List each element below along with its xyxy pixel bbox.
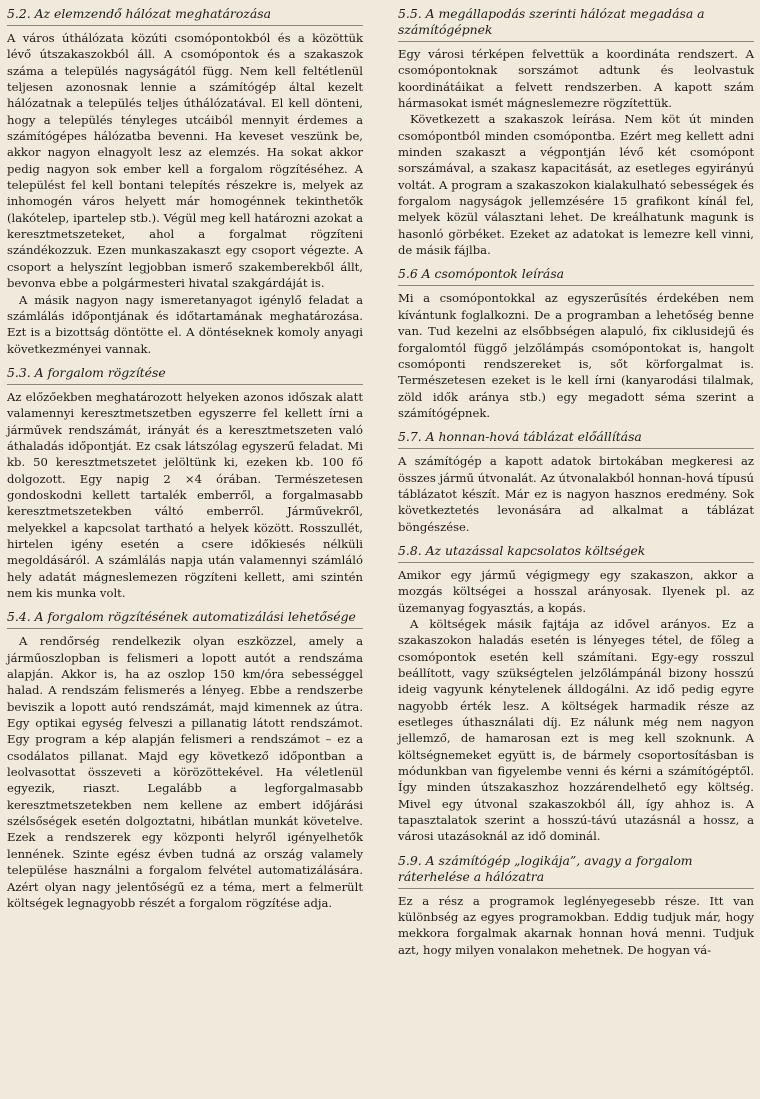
section-5-5 [398,6,754,258]
section-5-2 [7,6,363,357]
paragraph: Ez a rész a programok leglényegesebb része. Itt van különbség az egyes programokban. Eddig tudjuk már, hogy mekkora forgalmak akarnak honnan hová menni. Tudjuk azt, hogy milyen vonalakon mehetnek. De hogyan vá- [398,893,754,957]
paragraph: A költségek másik fajtája az idővel arányos. Ez a szakaszokon haladás esetén is lényeges tétel, de főleg a csomópontok esetén kell számítani. Egy-egy rosszul beállított, vagy szükségtelen jelzőlámpánál bizony hosszú ideig vagyunk kénytelenek álldogálni. Az idő pedig egyre nagyobb érték lesz. A költségek harmadik része az esetleges úthasználati díj. Ez nálunk még nem nagyon jellemző, de hamarosan ezt is meg kell szoknunk. A költségnemeket együtt is, de bármely csoportosításban is módunkban van figyelembe venni és kérni a számítógéptől. Így minden útszakaszhoz hozzárendelhető egy költség. Mivel egy útvonal szakaszokból áll, így ahhoz is. A tapasztalatok szerint a hosszú-távú utazásnál a hossz, a városi utazásoknál az idő dominál. [398,616,754,844]
section-heading: 5.7. A honnan-hová táblázat előállítása [398,429,754,449]
section-heading: 5.2. Az elemzendő hálózat meghatározása [7,6,363,26]
left-column [7,6,363,919]
paragraph: A számítógép a kapott adatok birtokában megkeresi az összes jármű útvonalát. Az útvonalakból honnan-hová típusú táblázatot készít. Már ez is nagyon hasznos eredmény. Sok következtetés levonására ad alkalmat a táblázat böngészése. [398,454,754,534]
section-5-9 [398,853,754,958]
section-heading: 5.8. Az utazással kapcsolatos költségek [398,543,754,563]
section-5-8 [398,543,754,845]
section-heading: 5.9. A számítógép „logikája”, avagy a forgalom ráterhelése a hálózatra [398,853,754,889]
paragraph: Következett a szakaszok leírása. Nem köt út minden csomópontból minden csomópontba. Ezért meg kellett adni minden szakaszt a végpontján lévő két csomópont sorszámával, a szakasz kapacitását, az esetleges egyirányú voltát. A program a szakaszokon kialakulható sebességek és forgalom nagyságok jellemzésére 15 grafikont kínál fel, melyek közül választani lehet. De kreálhatunk magunk is hasonló görbéket. Ezeket az adatokat is lemezre kell vinni, de másik fájlba. [398,112,754,258]
paragraph: A város úthálózata közúti csomópontokból és a közöttük lévő útszakaszokból áll. A csomópontok és a szakaszok száma a település nagyságától függ. Nem kell feltétlenül teljesen azonosnak lennie a számítógép által kezelt hálózatnak a település teljes úthálózatával. El kell dönteni, hogy a település tényleges utcáiból mennyit érdemes a számítógépes hálózatba bevenni. Ha keveset veszünk be, akkor nagyon elnagyolt lesz az elemzés. Ha sokat akkor pedig nagyon sok ember kell a forgalom rögzítéséhez. A települést fel kell bontani telepítés részekre is, melyek az inhomogén város helyett már homogénnek tekinthetők (lakótelep, ipartelep stb.). Végül meg kell határozni azokat a keresztmetszeteket, ahol a forgalmat rögzíteni szándékozzuk. Ezen munkaszakaszt egy csoport végezte. A csoport a helyszínt legjobban ismerő szakemberekből állt, bevonva ebbe a polgármesteri hivatal szakgárdáját is. [7,31,363,291]
section-heading: 5.5. A megállapodás szerinti hálózat megadása a számítógépnek [398,6,754,42]
section-5-4 [7,609,363,911]
section-heading: 5.4. A forgalom rögzítésének automatizálási lehetősége [7,609,363,629]
right-column [398,6,754,966]
paragraph: A rendőrség rendelkezik olyan eszközzel, amely a járműoszlopban is felismeri a lopott autót a rendszáma alapján. Akkor is, ha az oszlop 150 km/óra sebességgel halad. A rendszám felismerés a lényeg. Ebbe a rendszerbe beviszik a lopott autó rendszámát, majd kimennek az útra. Egy optikai egység felveszi a pillanatig látott rendszámot. Egy program a kép alapján felismeri a rendszámot – ez a csodálatos pillanat. Majd egy következő időpontban a leolvasottat összeveti a körözöttekével. Ha véletlenül egyezik, riaszt. Legalább a legforgalmasabb keresztmetszetekben nem kellene az embert időjárási szélsőségek esetén dolgoztatni, hibátlan munkát követelve. Ezek a rendszerek egy központi helyről igényelhetők lennének. Szinte egész évben tudná az ország valamely települése használni a forgalom felvétel automatizálására. Azért olyan nagy jelentőségű ez a téma, mert a felmerült költségek legnagyobb részét a forgalom rögzítése adja. [7,634,363,910]
section-5-6 [398,266,754,421]
paragraph: Az előzőekben meghatározott helyeken azonos időszak alatt valamennyi keresztmetszetben egyszerre fel kellett írni a járművek rendszámát, irányát és a keresztmetszeten való áthaladás időpontját. Ez csak látszólag egyszerű feladat. Mi kb. 50 keresztmetszetet jelöltünk ki, ezeken kb. 100 fő dolgozott. Egy napig 2 ×4 órában. Természetesen gondoskodni kellett tartalék emberről, a forgalmasabb keresztmetszetekben váltó emberről. Járművekről, melyekkel a kapcsolat tartható a helyek között. Rosszullét, hirtelen igény esetén a csere időkiesés nélküli megoldásáról. A számlálás napja után valamennyi számláló hely adatát mágneslemezen rögzíteni kellett, ami szintén nem kis munka volt. [7,389,363,600]
paragraph: Egy városi térképen felvettük a koordináta rendszert. A csomópontoknak sorszámot adtunk és leolvastuk koordinátáikat a felvett rendszerben. A kapott szám hármasokat ismét mágneslemezre rögzítettük. [398,47,754,111]
section-heading: 5.3. A forgalom rögzítése [7,365,363,385]
section-5-7 [398,429,754,535]
paragraph: Mi a csomópontokkal az egyszerűsítés érdekében nem kívántunk foglalkozni. De a programban a lehetőség benne van. Tud kezelni az elsőbbségen alapuló, fix ciklusidejű és forgalomtól függő jelzőlámpás csomópontokat is, hangolt csomóponti rendszereket is, sőt körforgalmat is. Természetesen ezeket is le kell írni (kanyarodási tilalmak, zöld idők aránya stb.) egy megadott séma szerint a számítógépnek. [398,291,754,420]
paragraph: Amikor egy jármű végigmegy egy szakaszon, akkor a mozgás költségei a hosszal arányosak. Ilyenek pl. az üzemanyag fogyasztás, a kopás. [398,567,754,615]
section-5-3 [7,365,363,601]
paragraph: A másik nagyon nagy ismeretanyagot igénylő feladat a számlálás időpontjának és időtartamának meghatározása. Ezt is a bizottság döntötte el. A döntéseknek komoly anyagi következményei vannak. [7,292,363,356]
section-heading: 5.6 A csomópontok leírása [398,266,754,286]
